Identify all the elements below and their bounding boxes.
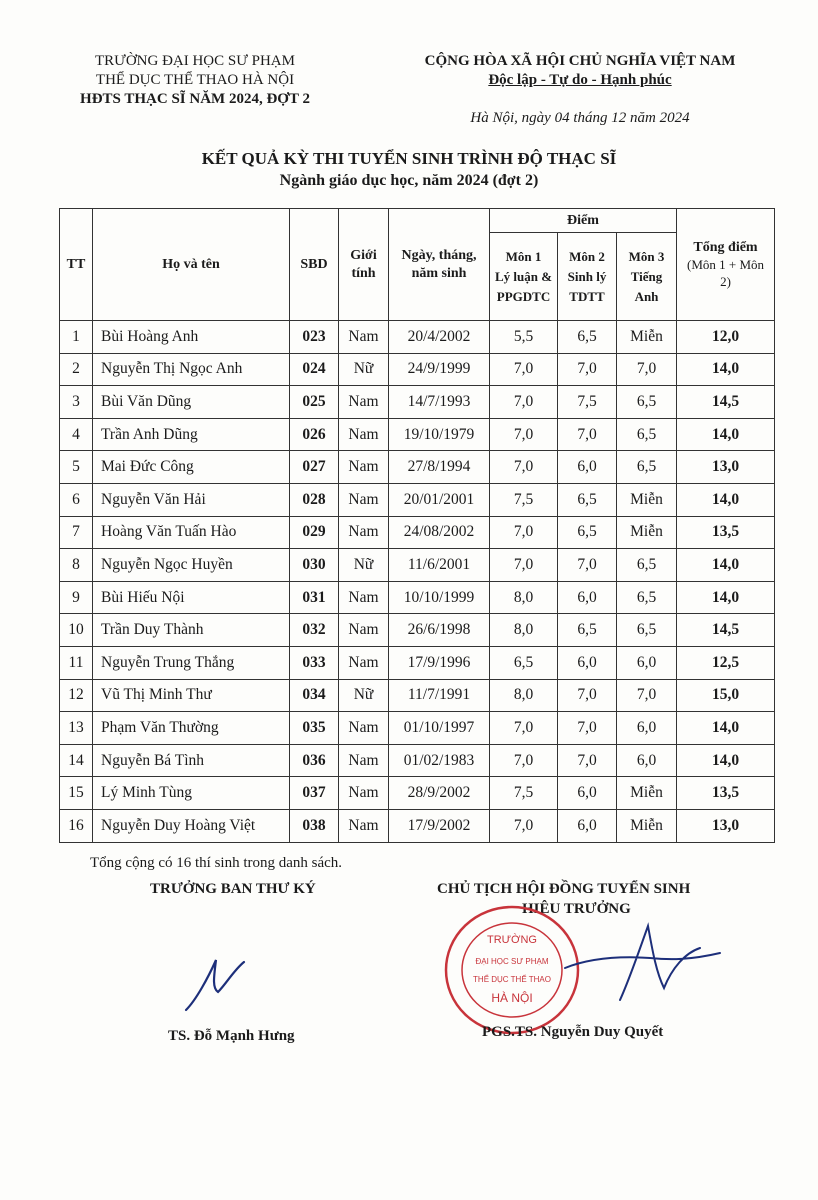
- cell-m2: 6,0: [558, 581, 617, 614]
- rector-name: PGS.TS. Nguyễn Duy Quyết: [482, 1024, 664, 1040]
- header-sbd: SBD: [290, 209, 339, 321]
- cell-name: Nguyễn Duy Hoàng Việt: [93, 809, 290, 842]
- cell-m1: 7,5: [490, 777, 558, 810]
- cell-name: Lý Minh Tùng: [93, 777, 290, 810]
- table-row: [60, 679, 775, 712]
- cell-dob: 01/02/1983: [389, 744, 490, 777]
- cell-total: 13,0: [677, 809, 775, 842]
- cell-m3: 6,0: [617, 712, 677, 745]
- cell-name: Vũ Thị Minh Thư: [93, 679, 290, 712]
- cell-name: Nguyễn Văn Hải: [93, 483, 290, 516]
- results-table: [59, 208, 775, 843]
- cell-m3: Miễn: [617, 321, 677, 354]
- cell-sbd: 023: [290, 321, 339, 354]
- cell-m2: 6,0: [558, 777, 617, 810]
- cell-m1: 8,0: [490, 581, 558, 614]
- cell-total: 12,0: [677, 321, 775, 354]
- cell-m3: Miễn: [617, 516, 677, 549]
- table-row: [60, 321, 775, 354]
- header-subject-2-line2: Sinh lý: [567, 268, 607, 284]
- cell-dob: 14/7/1993: [389, 386, 490, 419]
- cell-name: Hoàng Văn Tuấn Hào: [93, 516, 290, 549]
- cell-tt: 7: [60, 516, 93, 549]
- cell-tt: 9: [60, 581, 93, 614]
- chairman-title: CHỦ TỊCH HỘI ĐỒNG TUYỂN SINH: [437, 881, 691, 897]
- org-line-2: THỂ DỤC THỂ THAO HÀ NỘI: [95, 72, 295, 88]
- cell-dob: 01/10/1997: [389, 712, 490, 745]
- cell-m2: 7,5: [558, 386, 617, 419]
- svg-text:THỂ DỤC THỂ THAO: THỂ DỤC THỂ THAO: [473, 975, 551, 984]
- cell-name: Nguyễn Trung Thắng: [93, 646, 290, 679]
- header-dob: [389, 209, 490, 321]
- header-total-line3: 2): [720, 274, 731, 289]
- header-name: Họ và tên: [93, 209, 290, 321]
- header-subject-1-line2: Lý luận &: [494, 268, 553, 284]
- rector-signature: [560, 908, 730, 1018]
- cell-tt: 15: [60, 777, 93, 810]
- table-row: [60, 777, 775, 810]
- cell-m3: 6,5: [617, 386, 677, 419]
- cell-m2: 7,0: [558, 418, 617, 451]
- cell-total: 12,5: [677, 646, 775, 679]
- table-row: [60, 516, 775, 549]
- svg-text:TRƯỜNG: TRƯỜNG: [487, 934, 537, 946]
- header-subject-1: [490, 233, 558, 321]
- table-row: [60, 549, 775, 582]
- cell-dob: 17/9/1996: [389, 646, 490, 679]
- cell-total: 14,0: [677, 549, 775, 582]
- cell-m2: 7,0: [558, 712, 617, 745]
- cell-sbd: 025: [290, 386, 339, 419]
- cell-total: 13,5: [677, 777, 775, 810]
- cell-gender: Nam: [339, 744, 389, 777]
- cell-m2: 7,0: [558, 549, 617, 582]
- cell-dob: 17/9/2002: [389, 809, 490, 842]
- header-gender-line2: tính: [351, 265, 376, 281]
- header-total-line2: (Môn 1 + Môn: [686, 257, 765, 272]
- header-dob-line2: năm sinh: [411, 265, 467, 281]
- cell-dob: 10/10/1999: [389, 581, 490, 614]
- cell-m3: 6,5: [617, 451, 677, 484]
- header-subject-3-line3: Anh: [634, 288, 659, 304]
- nation-name: CỘNG HÒA XÃ HỘI CHỦ NGHĨA VIỆT NAM: [424, 53, 736, 69]
- cell-dob: 20/4/2002: [389, 321, 490, 354]
- cell-m3: 6,5: [617, 581, 677, 614]
- cell-m1: 7,0: [490, 386, 558, 419]
- header-subject-2-line3: TDTT: [569, 288, 605, 304]
- cell-tt: 16: [60, 809, 93, 842]
- cell-name: Trần Anh Dũng: [93, 418, 290, 451]
- cell-m1: 8,0: [490, 679, 558, 712]
- cell-name: Nguyễn Thị Ngọc Anh: [93, 353, 290, 386]
- cell-dob: 11/6/2001: [389, 549, 490, 582]
- header-subject-1-line1: Môn 1: [505, 248, 542, 264]
- header-subject-2-line1: Môn 2: [569, 248, 605, 264]
- cell-sbd: 026: [290, 418, 339, 451]
- cell-m2: 7,0: [558, 353, 617, 386]
- table-row: [60, 581, 775, 614]
- cell-sbd: 034: [290, 679, 339, 712]
- table-row: [60, 386, 775, 419]
- org-line-3: HĐTS THẠC SĨ NĂM 2024, ĐỢT 2: [80, 91, 310, 107]
- secretary-signature: [178, 948, 258, 1018]
- cell-tt: 3: [60, 386, 93, 419]
- header-total-line1: Tổng điểm: [693, 240, 758, 255]
- cell-m1: 8,0: [490, 614, 558, 647]
- cell-sbd: 031: [290, 581, 339, 614]
- cell-gender: Nam: [339, 777, 389, 810]
- cell-m1: 6,5: [490, 646, 558, 679]
- header-subject-3-line2: Tiếng: [630, 268, 663, 284]
- header-total: [677, 209, 775, 321]
- cell-tt: 1: [60, 321, 93, 354]
- cell-m2: 6,5: [558, 483, 617, 516]
- cell-tt: 2: [60, 353, 93, 386]
- cell-m1: 7,0: [490, 549, 558, 582]
- cell-gender: Nam: [339, 646, 389, 679]
- cell-dob: 11/7/1991: [389, 679, 490, 712]
- cell-m2: 6,5: [558, 614, 617, 647]
- cell-name: Phạm Văn Thường: [93, 712, 290, 745]
- cell-gender: Nữ: [339, 353, 389, 386]
- cell-m3: 6,0: [617, 744, 677, 777]
- header-gender: [339, 209, 389, 321]
- cell-dob: 27/8/1994: [389, 451, 490, 484]
- cell-m2: 6,0: [558, 809, 617, 842]
- cell-m2: 6,5: [558, 321, 617, 354]
- cell-m1: 7,5: [490, 483, 558, 516]
- cell-gender: Nam: [339, 418, 389, 451]
- cell-total: 13,5: [677, 516, 775, 549]
- cell-total: 14,5: [677, 386, 775, 419]
- secretary-name: TS. Đỗ Mạnh Hưng: [168, 1028, 295, 1044]
- header-gender-line1: Giới: [350, 247, 377, 263]
- cell-gender: Nữ: [339, 679, 389, 712]
- cell-tt: 14: [60, 744, 93, 777]
- cell-sbd: 027: [290, 451, 339, 484]
- cell-total: 14,5: [677, 614, 775, 647]
- cell-tt: 5: [60, 451, 93, 484]
- header-subject-2: [558, 233, 617, 321]
- cell-m3: 6,5: [617, 418, 677, 451]
- svg-text:ĐẠI HỌC SƯ PHẠM: ĐẠI HỌC SƯ PHẠM: [475, 957, 549, 966]
- cell-total: 14,0: [677, 483, 775, 516]
- cell-m3: Miễn: [617, 809, 677, 842]
- cell-total: 14,0: [677, 744, 775, 777]
- cell-total: 14,0: [677, 353, 775, 386]
- cell-tt: 8: [60, 549, 93, 582]
- cell-tt: 11: [60, 646, 93, 679]
- document-title: KẾT QUẢ KỲ THI TUYỂN SINH TRÌNH ĐỘ THẠC SĨ: [201, 149, 617, 168]
- cell-m3: Miễn: [617, 777, 677, 810]
- table-row: [60, 483, 775, 516]
- cell-total: 15,0: [677, 679, 775, 712]
- secretary-title: TRƯỞNG BAN THƯ KÝ: [150, 881, 316, 897]
- cell-sbd: 032: [290, 614, 339, 647]
- cell-dob: 20/01/2001: [389, 483, 490, 516]
- cell-tt: 4: [60, 418, 93, 451]
- cell-m2: 6,5: [558, 516, 617, 549]
- cell-gender: Nam: [339, 451, 389, 484]
- cell-m1: 5,5: [490, 321, 558, 354]
- cell-m2: 7,0: [558, 744, 617, 777]
- table-row: [60, 744, 775, 777]
- cell-m3: 7,0: [617, 679, 677, 712]
- cell-m1: 7,0: [490, 744, 558, 777]
- cell-dob: 24/08/2002: [389, 516, 490, 549]
- cell-tt: 12: [60, 679, 93, 712]
- cell-name: Nguyễn Ngọc Huyền: [93, 549, 290, 582]
- cell-m3: 6,5: [617, 614, 677, 647]
- cell-tt: 6: [60, 483, 93, 516]
- cell-sbd: 037: [290, 777, 339, 810]
- cell-m2: 7,0: [558, 679, 617, 712]
- cell-m1: 7,0: [490, 451, 558, 484]
- cell-dob: 26/6/1998: [389, 614, 490, 647]
- cell-tt: 10: [60, 614, 93, 647]
- cell-m3: Miễn: [617, 483, 677, 516]
- cell-m1: 7,0: [490, 712, 558, 745]
- cell-total: 14,0: [677, 712, 775, 745]
- cell-sbd: 024: [290, 353, 339, 386]
- cell-gender: Nam: [339, 516, 389, 549]
- cell-name: Bùi Hiếu Nội: [93, 581, 290, 614]
- cell-sbd: 035: [290, 712, 339, 745]
- header-subject-1-line3: PPGDTC: [496, 288, 551, 304]
- rector-title: HIỆU TRƯỞNG: [522, 901, 631, 917]
- cell-sbd: 038: [290, 809, 339, 842]
- cell-name: Mai Đức Công: [93, 451, 290, 484]
- cell-gender: Nam: [339, 809, 389, 842]
- cell-gender: Nam: [339, 581, 389, 614]
- header-dob-line1: Ngày, tháng,: [401, 247, 477, 263]
- table-row: [60, 353, 775, 386]
- cell-m1: 7,0: [490, 516, 558, 549]
- header-score: Điểm: [490, 209, 677, 233]
- cell-total: 14,0: [677, 581, 775, 614]
- cell-gender: Nam: [339, 483, 389, 516]
- cell-m1: 7,0: [490, 809, 558, 842]
- cell-sbd: 029: [290, 516, 339, 549]
- header-tt: TT: [60, 209, 93, 321]
- candidate-count-note: Tổng cộng có 16 thí sinh trong danh sách.: [90, 855, 343, 871]
- cell-m1: 7,0: [490, 353, 558, 386]
- cell-gender: Nam: [339, 321, 389, 354]
- cell-total: 14,0: [677, 418, 775, 451]
- table-row: [60, 614, 775, 647]
- cell-sbd: 030: [290, 549, 339, 582]
- header-subject-3-line1: Môn 3: [628, 248, 665, 264]
- cell-m3: 6,0: [617, 646, 677, 679]
- issuing-organization: [60, 52, 330, 109]
- national-header: [360, 52, 800, 90]
- header-subject-3: [617, 233, 677, 321]
- cell-gender: Nam: [339, 614, 389, 647]
- table-row: [60, 646, 775, 679]
- cell-name: Bùi Văn Dũng: [93, 386, 290, 419]
- cell-name: Trần Duy Thành: [93, 614, 290, 647]
- table-row: [60, 418, 775, 451]
- svg-text:HÀ NỘI: HÀ NỘI: [491, 991, 533, 1005]
- cell-m3: 6,5: [617, 549, 677, 582]
- cell-m2: 6,0: [558, 646, 617, 679]
- cell-dob: 24/9/1999: [389, 353, 490, 386]
- cell-gender: Nữ: [339, 549, 389, 582]
- cell-tt: 13: [60, 712, 93, 745]
- cell-name: Bùi Hoàng Anh: [93, 321, 290, 354]
- cell-total: 13,0: [677, 451, 775, 484]
- cell-sbd: 033: [290, 646, 339, 679]
- table-row: [60, 712, 775, 745]
- document-subtitle: Ngành giáo dục học, năm 2024 (đợt 2): [279, 172, 539, 189]
- cell-sbd: 036: [290, 744, 339, 777]
- national-motto: Độc lập - Tự do - Hạnh phúc: [488, 72, 672, 88]
- cell-gender: Nam: [339, 712, 389, 745]
- cell-name: Nguyễn Bá Tình: [93, 744, 290, 777]
- table-row: [60, 809, 775, 842]
- cell-m1: 7,0: [490, 418, 558, 451]
- cell-m2: 6,0: [558, 451, 617, 484]
- cell-sbd: 028: [290, 483, 339, 516]
- cell-m3: 7,0: [617, 353, 677, 386]
- table-row: [60, 451, 775, 484]
- cell-dob: 28/9/2002: [389, 777, 490, 810]
- cell-dob: 19/10/1979: [389, 418, 490, 451]
- document-date: Hà Nội, ngày 04 tháng 12 năm 2024: [470, 110, 690, 126]
- cell-gender: Nam: [339, 386, 389, 419]
- org-line-1: TRƯỜNG ĐẠI HỌC SƯ PHẠM: [95, 53, 295, 69]
